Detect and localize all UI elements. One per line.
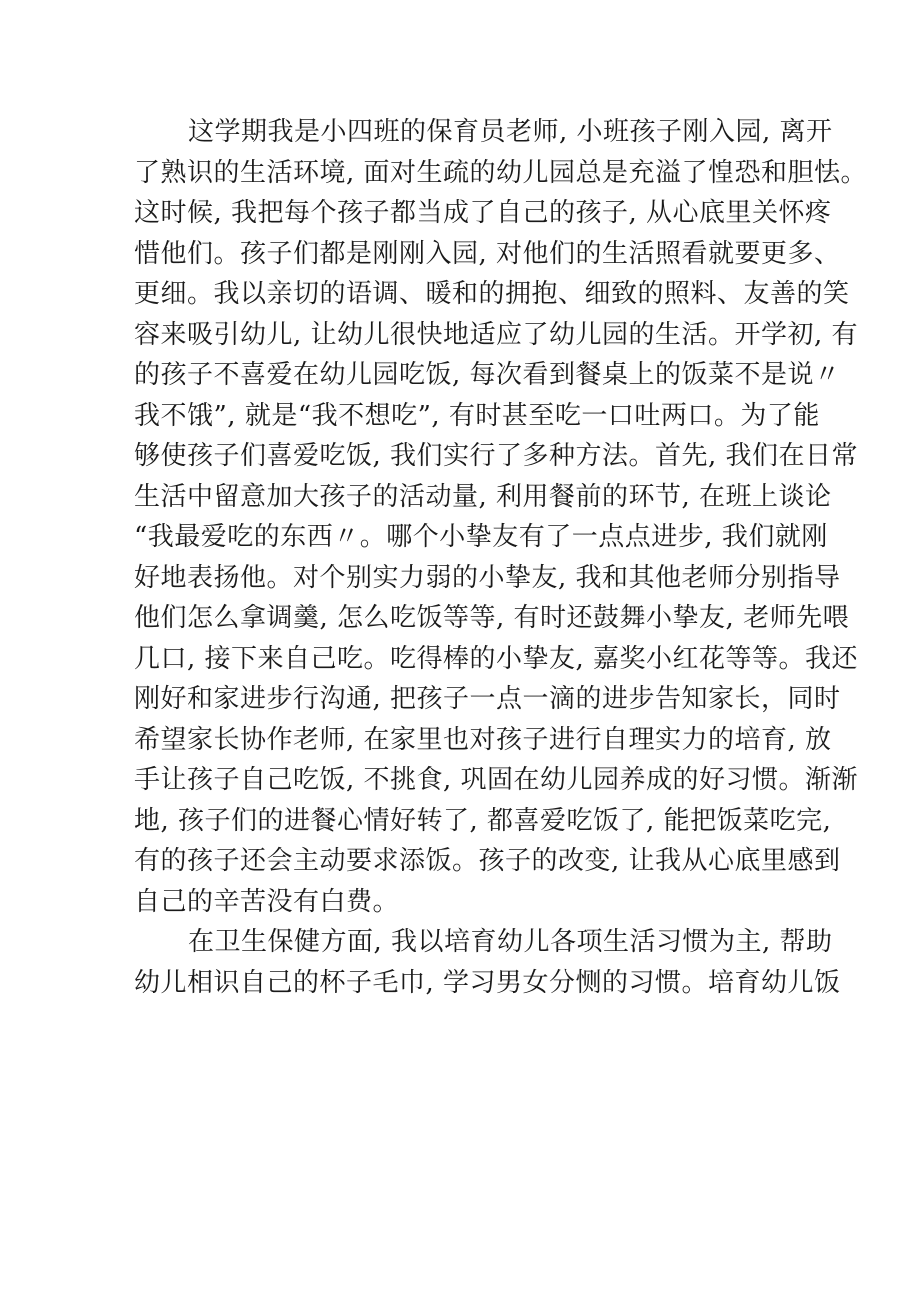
paragraph-1-line-14: 几口, 接下来自己吃。吃得棒的小挚友, 嘉奖小红花等等。我还 [134,643,859,674]
paragraph-1-line-11: “我最爱吃的东西〃。哪个小挚友有了一点点进步, 我们就刚 [134,522,828,552]
paragraph-2-line-2: 幼儿相识自己的杯子毛巾, 学习男女分恻的习惯。培育幼儿饭 [134,967,841,998]
paragraph-1-line-10: 生活中留意加大孩子的活动量, 利用餐前的环节, 在班上谈论 [134,481,832,512]
paragraph-1-line-7: 的孩子不喜爱在幼儿园吃饭, 每次看到餐桌上的饭菜不是说〃 [134,360,841,390]
paragraph-1-line-4: 惜他们。孩子们都是刚刚入园, 对他们的生活照看就要更多、 [134,238,841,269]
paragraph-1-line-13: 他们怎么拿调羹, 怎么吃饭等等, 有时还鼓舞小挚友, 老师先喂 [134,603,850,633]
paragraph-1-line-6: 容来吸引幼儿, 让幼儿很快地适应了幼儿园的生活。开学初, 有 [134,319,859,350]
paragraph-1-line-1: 这学期我是小四班的保育员老师, 小班孩子刚入园, 离开 [188,117,833,147]
paragraph-1-line-5: 更细。我以亲切的语调、暖和的拥抱、细致的照料、友善的笑 [134,279,850,309]
body-text [134,112,868,1003]
paragraph-1-line-15: 刚好和家进步行沟通, 把孩子一点一滴的进步告知家长，同时 [134,684,841,714]
paragraph-1-line-3: 这时候, 我把每个孩子都当成了自己的孩子, 从心底里关怀疼 [134,198,832,228]
paragraph-1-line-8: 我不饿”, 就是“我不想吃”, 有时甚至吃一口吐两口。为了能 [134,400,820,431]
paragraph-1-line-19: 有的孩子还会主动要求添饭。孩子的改变, 让我从心底里感到 [134,846,841,876]
paragraph-1-line-2: 了熟识的生活环境, 面对生疏的幼儿园总是充溢了惶恐和胆怯。 [134,157,868,188]
paragraph-2-line-1: 在卫生保健方面, 我以培育幼儿各项生活习惯为主, 帮助 [188,927,833,957]
paragraph-1-line-12: 好地表扬他。对个别实力弱的小挚友, 我和其他老师分别指导 [134,562,841,593]
paragraph-1-line-20: 自己的辛苦没有白费。 [134,886,400,917]
paragraph-1-line-18: 地, 孩子们的进餐心情好转了, 都喜爱吃饭了, 能把饭菜吃完, [134,805,832,836]
paragraph-1-line-16: 希望家长协作老师, 在家里也对孩子进行自理实力的培育, 放 [134,724,832,755]
paragraph-1-line-9: 够使孩子们喜爱吃饭, 我们实行了多种方法。首先, 我们在日常 [134,441,859,471]
paragraph-1-line-17: 手让孩子自己吃饭, 不挑食, 巩固在幼儿园养成的好习惯。渐渐 [134,765,859,795]
